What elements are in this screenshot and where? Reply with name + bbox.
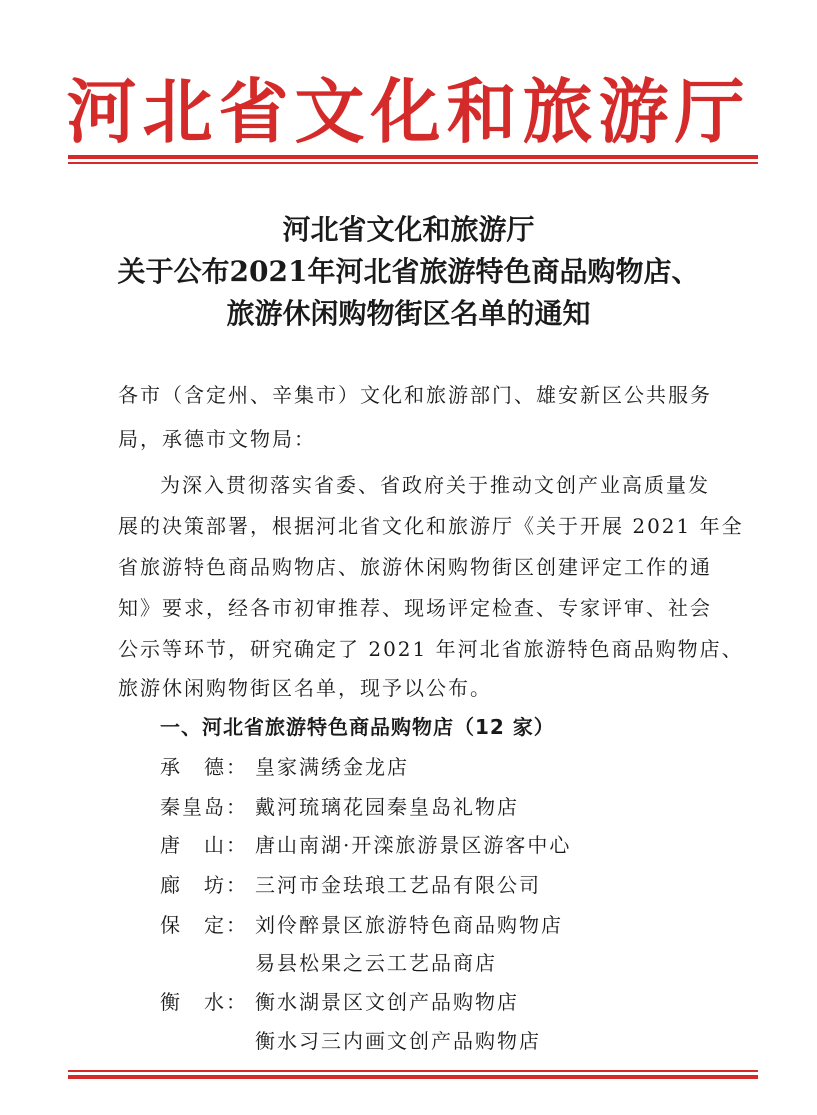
paragraph-line6: 旅游休闲购物街区名单，现予以公布。 [118, 676, 492, 700]
shop-name: 易县松果之云工艺品商店 [255, 951, 497, 975]
paragraph-line4: 知》要求，经各市初审推荐、现场评定检查、专家评审、社会 [118, 596, 712, 620]
paragraph-line2: 展的决策部署，根据河北省文化和旅游厅《关于开展 2021 年全 [118, 514, 744, 538]
addressee-line2: 局，承德市文物局： [118, 427, 316, 451]
footer-rule-thick [68, 1075, 758, 1079]
shop-name: 三河市金珐琅工艺品有限公司 [255, 873, 541, 897]
addressee-line1: 各市（含定州、辛集市）文化和旅游部门、雄安新区公共服务 [118, 383, 712, 407]
shop-name: 衡水习三内画文创产品购物店 [255, 1029, 541, 1053]
city-label: 唐 山： [160, 833, 248, 857]
doc-title-line1: 河北省文化和旅游厅 [282, 213, 535, 246]
paragraph-line5: 公示等环节，研究确定了 2021 年河北省旅游特色商品购物店、 [118, 637, 744, 661]
shop-name: 戴河琉璃花园秦皇岛礼物店 [255, 795, 519, 819]
city-label: 保 定： [160, 913, 248, 937]
city-label: 廊 坊： [160, 873, 248, 897]
shop-name: 皇家满绣金龙店 [255, 755, 409, 779]
footer-rule-thin [68, 1070, 758, 1072]
city-label: 承 德： [160, 755, 248, 779]
section-heading: 一、河北省旅游特色商品购物店（12 家） [160, 715, 555, 739]
paragraph-line3: 省旅游特色商品购物店、旅游休闲购物街区创建评定工作的通 [118, 555, 712, 579]
shop-name: 唐山南湖·开滦旅游景区游客中心 [255, 833, 572, 857]
masthead-rule-thin [68, 162, 758, 164]
masthead-rule-thick [68, 155, 758, 159]
masthead: 河北省文化和旅游厅 [66, 70, 751, 153]
doc-title-line3: 旅游休闲购物街区名单的通知 [226, 297, 591, 330]
paragraph-line1: 为深入贯彻落实省委、省政府关于推动文创产业高质量发 [160, 473, 710, 497]
doc-title-line2: 关于公布2021年河北省旅游特色商品购物店、 [117, 255, 700, 288]
shop-name: 衡水湖景区文创产品购物店 [255, 990, 519, 1014]
shop-name: 刘伶醉景区旅游特色商品购物店 [255, 913, 563, 937]
city-label: 衡 水： [160, 990, 248, 1014]
city-label: 秦皇岛： [160, 795, 248, 819]
